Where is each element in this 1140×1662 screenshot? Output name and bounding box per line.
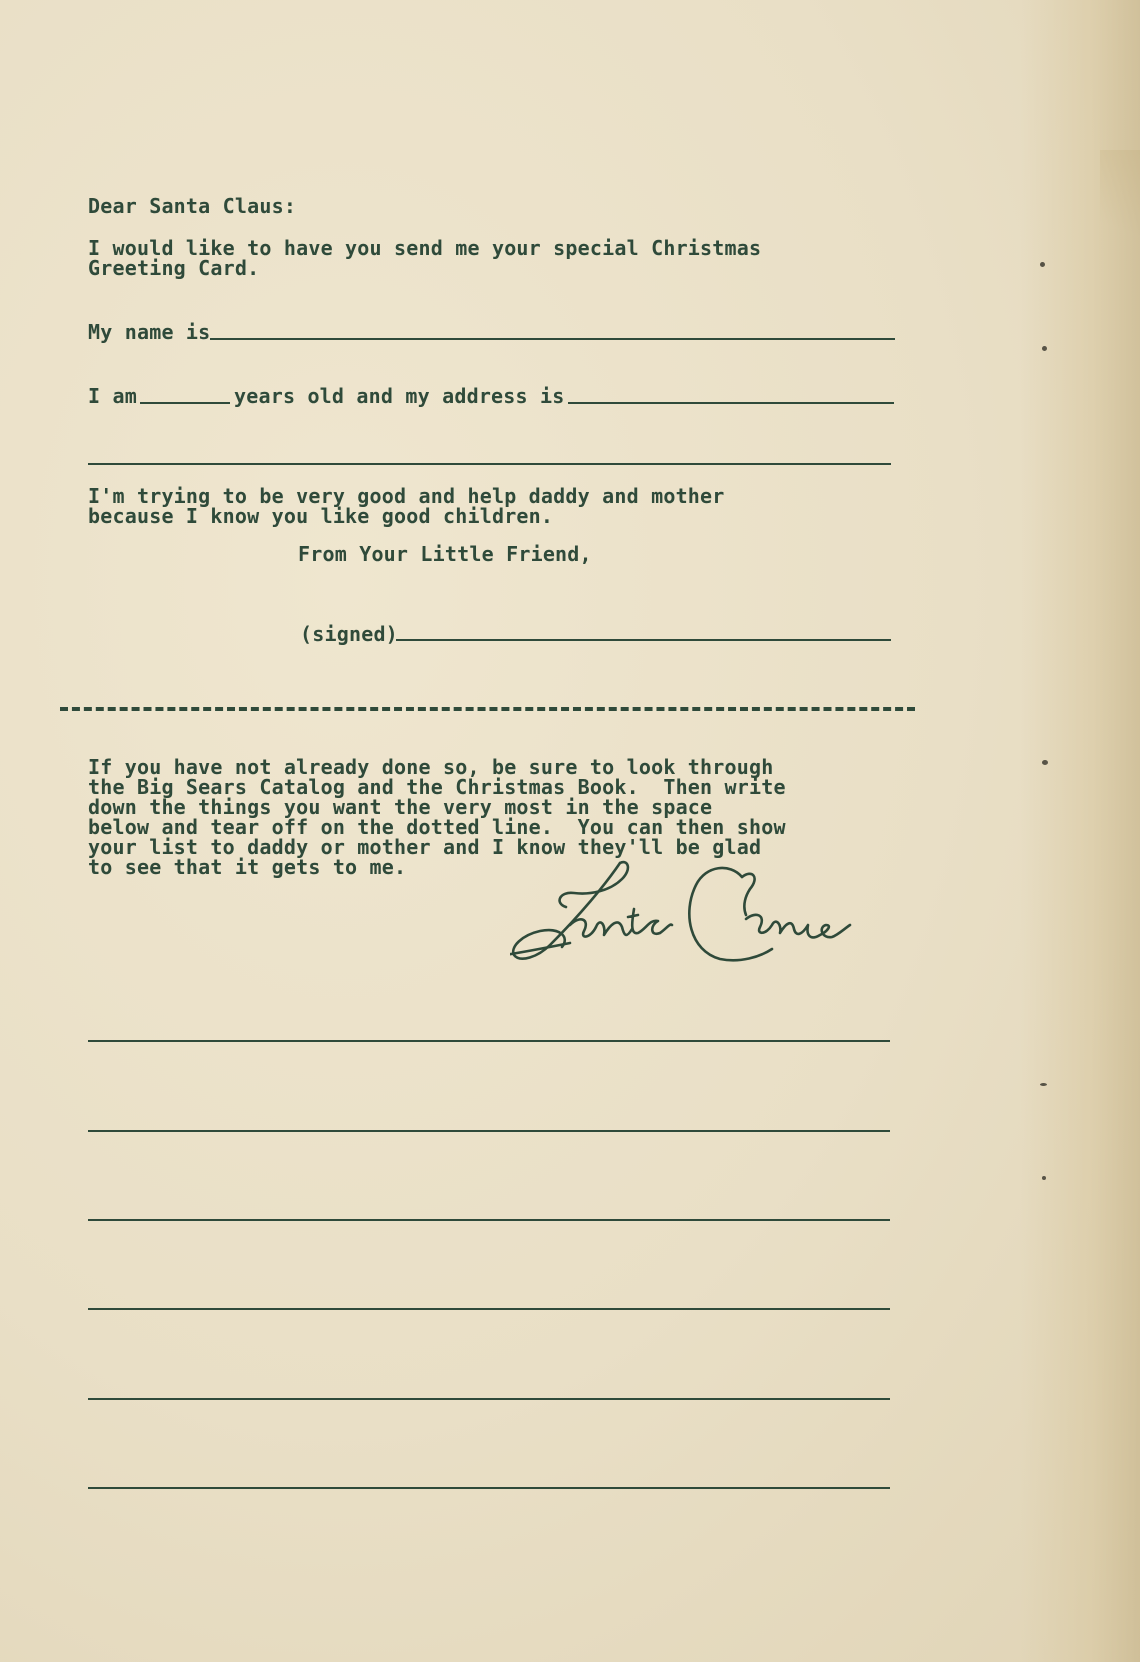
paper-speck xyxy=(1042,346,1047,351)
wish-list-line-1[interactable] xyxy=(88,1040,890,1042)
name-label: My name is xyxy=(88,320,211,344)
wish-list-line-6[interactable] xyxy=(88,1487,890,1489)
wish-list-line-4[interactable] xyxy=(88,1308,890,1310)
instructions-line-3: down the things you want the very most in the space xyxy=(88,795,713,819)
paper-speck xyxy=(1040,1083,1047,1086)
good-line-1: I'm trying to be very good and help daddy and mother xyxy=(88,484,725,508)
instructions-line-2: the Big Sears Catalog and the Christmas Book. Then write xyxy=(88,775,786,799)
address-field-line-2[interactable] xyxy=(88,463,891,465)
name-field-line[interactable] xyxy=(210,338,895,340)
instructions-line-1: If you have not already done so, be sure to look through xyxy=(88,755,774,779)
request-line-1: I would like to have you send me your special Christmas xyxy=(88,236,762,260)
request-line-2: Greeting Card. xyxy=(88,256,260,280)
signed-field-line[interactable] xyxy=(396,639,891,641)
paper-speck xyxy=(1042,760,1048,765)
instructions-line-5: your list to daddy or mother and I know they'll be glad xyxy=(88,835,762,859)
paper-speck xyxy=(1040,262,1045,267)
instructions-line-6: to see that it gets to me. xyxy=(88,855,407,879)
santa-claus-signature xyxy=(510,855,870,975)
address-label: years old and my address is xyxy=(234,384,565,408)
wish-list-line-5[interactable] xyxy=(88,1398,890,1400)
good-line-2: because I know you like good children. xyxy=(88,504,554,528)
paper-speck xyxy=(1042,1176,1046,1180)
age-field-line[interactable] xyxy=(140,402,230,404)
instructions-line-4: below and tear off on the dotted line. You can then show xyxy=(88,815,786,839)
closing: From Your Little Friend, xyxy=(298,542,592,566)
wish-list-line-3[interactable] xyxy=(88,1219,890,1221)
signed-label: (signed) xyxy=(300,622,398,646)
wish-list-line-2[interactable] xyxy=(88,1130,890,1132)
greeting: Dear Santa Claus: xyxy=(88,194,297,218)
age-label: I am xyxy=(88,384,137,408)
torn-edge xyxy=(1100,150,1140,260)
address-field-line[interactable] xyxy=(568,402,894,404)
tear-off-dotted-line xyxy=(60,707,915,711)
